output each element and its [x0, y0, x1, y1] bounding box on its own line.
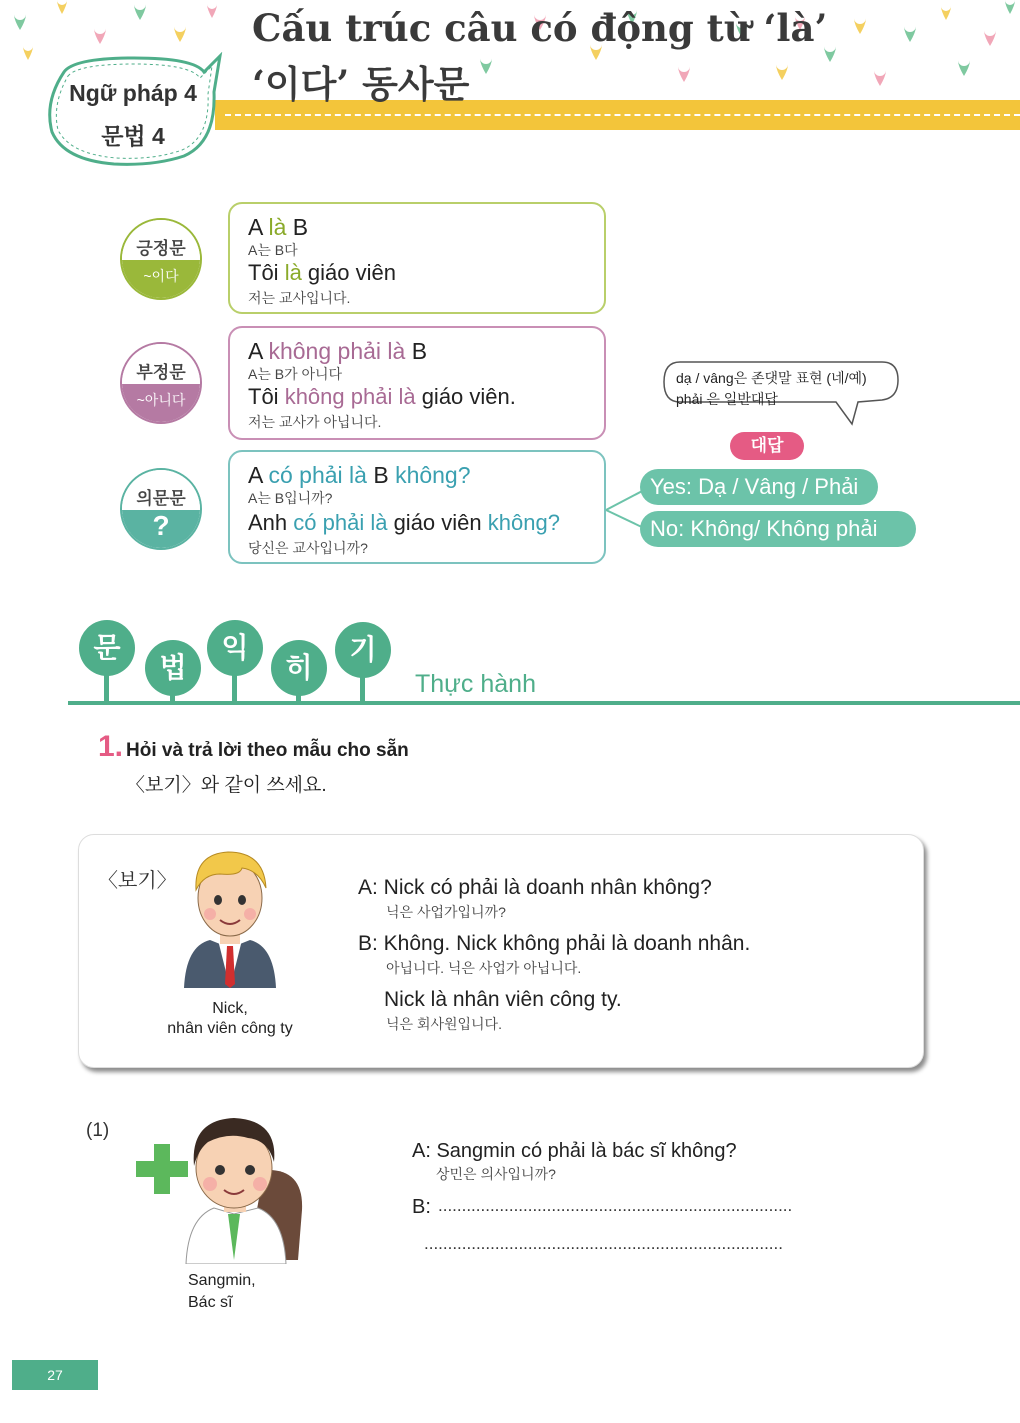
- negative-example-ko: 저는 교사가 아닙니다.: [248, 414, 382, 430]
- exercise-answer-label: B:: [412, 1196, 431, 1218]
- question-box: [228, 450, 606, 564]
- negative-example: Tôi không phải là giáo viên.: [248, 384, 516, 409]
- exercise-number: (1): [86, 1120, 110, 1141]
- affirmative-example: Tôi là giáo viên: [248, 260, 396, 285]
- tree-char-1: 문: [79, 620, 135, 676]
- page-number: [12, 1360, 98, 1390]
- answer-no-pill: No: Không/ Không phải: [640, 511, 916, 547]
- exercise-answer-blank-1[interactable]: ...........................................................................: [438, 1196, 793, 1215]
- question-label-circle: [120, 468, 202, 550]
- exercise-question: A: Sangmin có phải là bác sĩ không?: [412, 1140, 737, 1162]
- negative-box: [228, 326, 606, 440]
- affirmative-example-ko: 저는 교사입니다.: [248, 290, 351, 306]
- negative-suffix: ~아니다: [122, 384, 200, 422]
- question-example: Anh có phải là giáo viên không?: [248, 510, 560, 535]
- speech-line-1: dạ / vâng은 존댓말 표현 (네/예): [676, 370, 867, 386]
- grammar-badge: [44, 52, 224, 170]
- question-instruction-ko: 〈보기〉와 같이 쓰세요.: [126, 775, 327, 796]
- question-mark-icon: ?: [122, 510, 200, 548]
- affirmative-box: [228, 202, 606, 314]
- affirmative-suffix: ~이다: [122, 260, 200, 298]
- badge-label-vi: Ngữ pháp 4: [69, 80, 197, 106]
- doctor-illustration: [178, 1110, 308, 1264]
- negative-label: 부정문: [122, 344, 200, 388]
- question-formula: A có phải là B không?: [248, 462, 471, 488]
- answer-yes-pill: Yes: Dạ / Vâng / Phải: [640, 469, 878, 505]
- exercise-caption-name: Sangmin,: [188, 1272, 256, 1289]
- page-title: Cấu trúc câu có động từ ‘là’: [252, 6, 828, 50]
- question-example-ko: 당신은 교사입니까?: [248, 540, 368, 556]
- badge-label-ko: 문법 4: [101, 123, 165, 149]
- question-label: 의문문: [122, 470, 200, 514]
- example-caption-job: nhân viên công ty: [167, 1020, 293, 1037]
- affirmative-formula: A là B: [248, 214, 309, 240]
- tree-char-5: 기: [335, 622, 391, 678]
- tree-char-4: 히: [271, 640, 327, 696]
- example-line-a: A: Nick có phải là doanh nhân không?: [358, 876, 712, 899]
- question-formula-ko: A는 B입니까?: [248, 490, 333, 506]
- question-instruction: Hỏi và trả lời theo mẫu cho sẵn: [126, 740, 409, 761]
- exercise-question-ko: 상민은 의사입니까?: [436, 1166, 556, 1182]
- tree-char-3: 익: [207, 620, 263, 676]
- affirmative-label: 긍정문: [122, 220, 200, 264]
- affirmative-label-circle: [120, 218, 202, 300]
- example-line-a-ko: 닉은 사업가입니까?: [386, 904, 506, 920]
- exercise-caption-job: Bác sĩ: [188, 1294, 233, 1311]
- tree-char-2: 법: [145, 640, 201, 696]
- example-line-b: B: Không. Nick không phải là doanh nhân.: [358, 932, 751, 955]
- page-number-text: 27: [47, 1367, 63, 1383]
- example-line-c-ko: 닉은 회사원입니다.: [386, 1016, 502, 1032]
- negative-formula: A không phải là B: [248, 338, 428, 364]
- example-caption-name: Nick,: [212, 1000, 248, 1017]
- affirmative-formula-ko: A는 B다: [248, 242, 298, 258]
- example-label: 〈보기〉: [98, 870, 177, 892]
- speech-line-2: phải 은 일반대답: [676, 391, 778, 407]
- practice-baseline: [68, 701, 1020, 705]
- example-line-b-ko: 아닙니다. 닉은 사업가 아닙니다.: [386, 960, 582, 976]
- businessman-illustration: [180, 846, 280, 988]
- negative-formula-ko: A는 B가 아니다: [248, 366, 343, 382]
- page-subtitle: ‘이다’ 동사문: [252, 62, 470, 106]
- answer-label-badge: 대답: [730, 432, 804, 460]
- practice-title: Thực hành: [415, 670, 536, 698]
- question-number: 1.: [98, 730, 124, 763]
- negative-label-circle: [120, 342, 202, 424]
- example-line-c: Nick là nhân viên công ty.: [384, 988, 622, 1011]
- exercise-answer-blank-2[interactable]: ............................................................................: [424, 1234, 783, 1253]
